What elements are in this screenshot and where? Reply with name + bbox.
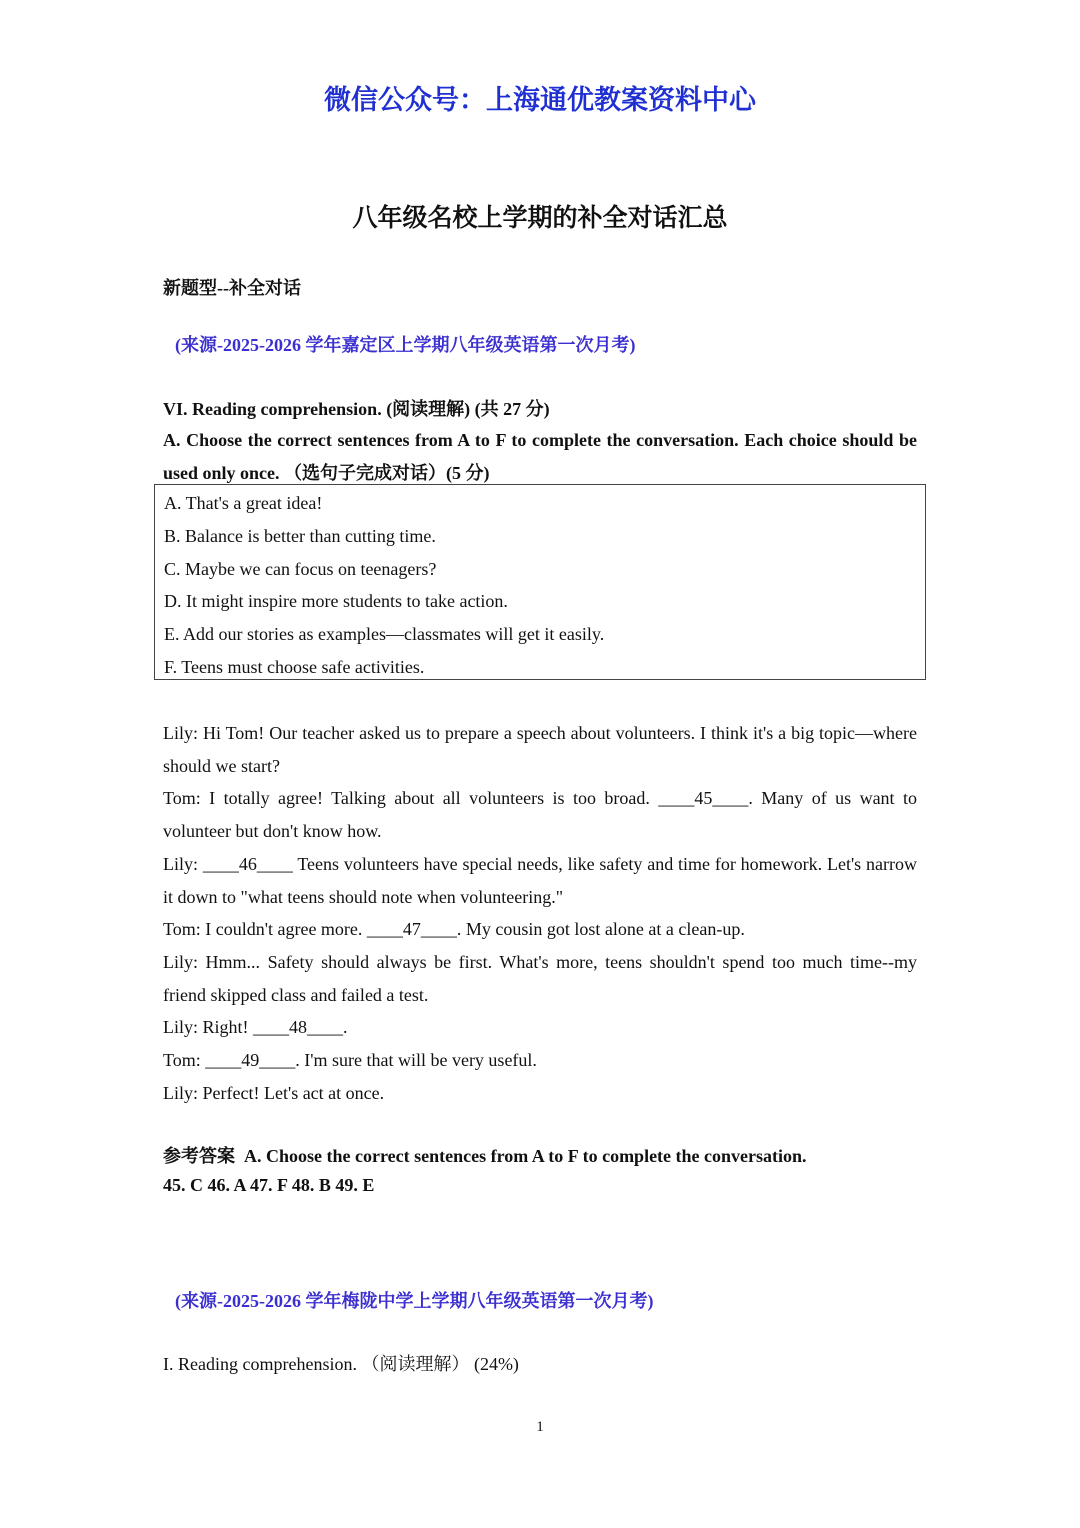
dialog-line: Lily: ____46____ Teens volunteers have special needs, like safety and time for homework. Let's narrow it down to "what teens should note when volunteering." — [163, 853, 917, 907]
dialog-line: Lily: Right! ____48____. — [163, 1017, 348, 1038]
answer-heading — [163, 1142, 807, 1168]
conversation — [163, 717, 917, 1109]
option-f: F. Teens must choose safe activities. — [164, 657, 425, 677]
option-d: D. It might inspire more students to take action. — [164, 591, 508, 611]
dialog-line: Tom: I couldn't agree more. ____47____. My cousin got lost alone at a clean-up. — [163, 919, 745, 940]
source-note-2: (来源-2025-2026 学年梅陇中学上学期八年级英语第一次月考) — [175, 1291, 654, 1311]
dialog-line: Lily: Hi Tom! Our teacher asked us to prepare a speech about volunteers. I think it's a big topic—where should we start? — [163, 723, 917, 776]
dialog-line: Lily: Perfect! Let's act at once. — [163, 1082, 385, 1103]
section-heading-2: I. Reading comprehension. （阅读理解） (24%) — [163, 1354, 519, 1374]
document-title: 八年级名校上学期的补全对话汇总 — [352, 205, 728, 232]
dialog-line: Lily: Hmm... Safety should always be first. What's more, teens shouldn't spend too much time--my friend skipped class and failed a test. — [163, 951, 917, 1005]
option-b: B. Balance is better than cutting time. — [164, 526, 436, 546]
page-header: 微信公众号：上海通优教案资料中心 — [324, 85, 756, 115]
answer-key: 45. C 46. A 47. F 48. B 49. E — [163, 1175, 375, 1195]
question-type-label: 新题型--补全对话 — [163, 278, 301, 298]
options-box — [154, 484, 926, 680]
dialog-line: Tom: ____49____. I'm sure that will be very useful. — [163, 1050, 537, 1071]
section-heading-1: VI. Reading comprehension. (阅读理解) (共 27 分) — [163, 399, 550, 419]
page-number: 1 — [536, 1419, 544, 1435]
answer-heading-text: A. Choose the correct sentences from A to F to complete the conversation. — [244, 1146, 807, 1166]
option-c: C. Maybe we can focus on teenagers? — [164, 559, 437, 579]
dialog-line: Tom: I totally agree! Talking about all volunteers is too broad. ____45____. Many of us want to volunteer but don't know how. — [163, 788, 917, 842]
option-e: E. Add our stories as examples—classmates will get it easily. — [164, 624, 605, 644]
instruction-text: A. Choose the correct sentences from A to F to complete the conversation. Each choice should be used only once. （选句子完成对话）(5 分) — [163, 430, 917, 483]
answer-label: 参考答案 — [163, 1146, 235, 1166]
option-a: A. That's a great idea! — [164, 493, 323, 513]
source-note-1: (来源-2025-2026 学年嘉定区上学期八年级英语第一次月考) — [175, 335, 636, 355]
